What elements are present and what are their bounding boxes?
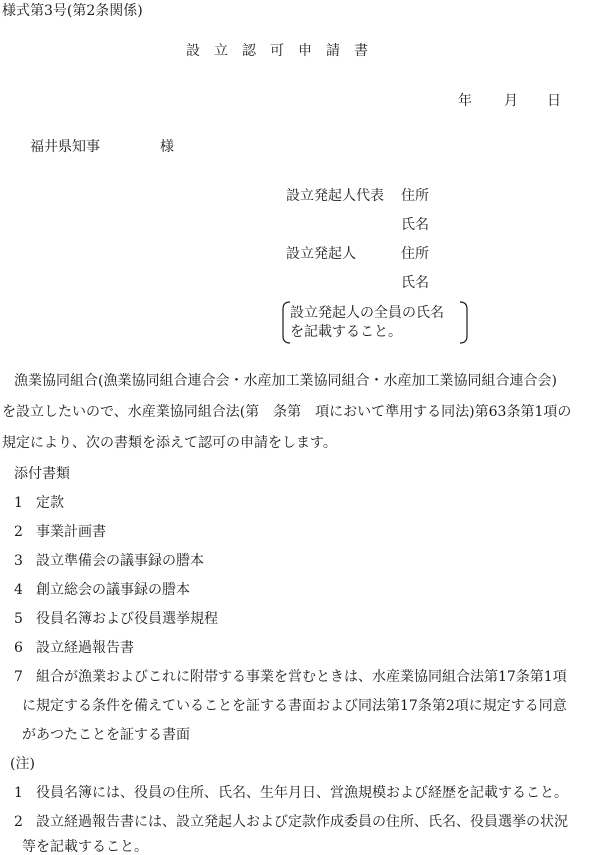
body-line-1: 漁業協同組合(漁業協同組合連合会・水産加工業協同組合・水産加工業協同組合連合会) xyxy=(14,373,557,389)
attachment-no-2: 2 xyxy=(14,524,23,540)
note-item-1: 役員名簿には、役員の住所、氏名、生年月日、営漁規模および経歴を記載すること。 xyxy=(36,785,568,801)
attachment-no-3: 3 xyxy=(14,553,23,569)
attachment-no-6: 6 xyxy=(14,640,23,656)
rep-label: 設立発起人代表 xyxy=(286,188,384,204)
bracket-note-line-2: を記載すること。 xyxy=(290,324,402,340)
person-label: 設立発起人 xyxy=(286,246,356,262)
attachment-item-6: 設立経過報告書 xyxy=(36,640,134,656)
body-line-3: 規定により、次の書類を添えて認可の申請をします。 xyxy=(2,435,337,451)
attachment-item-7-line-3: があつたことを証する書面 xyxy=(22,727,190,743)
attachment-no-5: 5 xyxy=(14,611,23,627)
date-month: 月 xyxy=(504,93,518,109)
document-title: 設立認可申請書 xyxy=(186,43,382,59)
note-item-2-line-2: 等を記載すること。 xyxy=(22,839,148,855)
rep-name-label: 氏名 xyxy=(401,217,429,233)
attachment-no-7: 7 xyxy=(14,669,23,685)
attachment-item-7-line-1: 組合が漁業およびこれに附帯する事業を営むときは、水産業協同組合法第17条第1項 xyxy=(36,669,567,685)
attachment-item-4: 創立総会の議事録の謄本 xyxy=(36,582,190,598)
body-line-2: を設立したいので、水産業協同組合法(第 条第 項において準用する同法)第63条第1項の xyxy=(2,404,572,420)
form-label: 様式第3号(第2条関係) xyxy=(2,3,143,19)
attachment-item-5: 役員名簿および役員選挙規程 xyxy=(36,611,218,627)
attachment-no-4: 4 xyxy=(14,582,23,598)
addressee-honorific: 様 xyxy=(160,139,174,155)
attachment-item-7-line-2: に規定する条件を備えていることを証する書面および同法第17条第2項に規定する同意 xyxy=(22,698,567,714)
bracket-note-line-1: 設立発起人の全員の氏名 xyxy=(290,305,444,321)
attachment-item-1: 定款 xyxy=(36,495,64,511)
person-name-label: 氏名 xyxy=(401,275,429,291)
note-item-2-line-1: 設立経過報告書には、設立発起人および定款作成委員の住所、氏名、役員選挙の状況 xyxy=(36,814,568,830)
attachment-item-2: 事業計画書 xyxy=(36,524,106,540)
note-no-2: 2 xyxy=(14,814,23,830)
person-address-label: 住所 xyxy=(401,246,429,262)
date-year: 年 xyxy=(458,93,472,109)
rep-address-label: 住所 xyxy=(401,188,429,204)
attachment-item-3: 設立準備会の議事録の謄本 xyxy=(36,553,204,569)
bracket-note xyxy=(282,301,468,344)
notes-heading: (注) xyxy=(10,756,35,772)
date-day: 日 xyxy=(547,93,561,109)
note-no-1: 1 xyxy=(14,785,23,801)
addressee-name: 福井県知事 xyxy=(30,139,100,155)
attachments-heading: 添付書類 xyxy=(14,466,70,482)
attachment-no-1: 1 xyxy=(14,495,23,511)
